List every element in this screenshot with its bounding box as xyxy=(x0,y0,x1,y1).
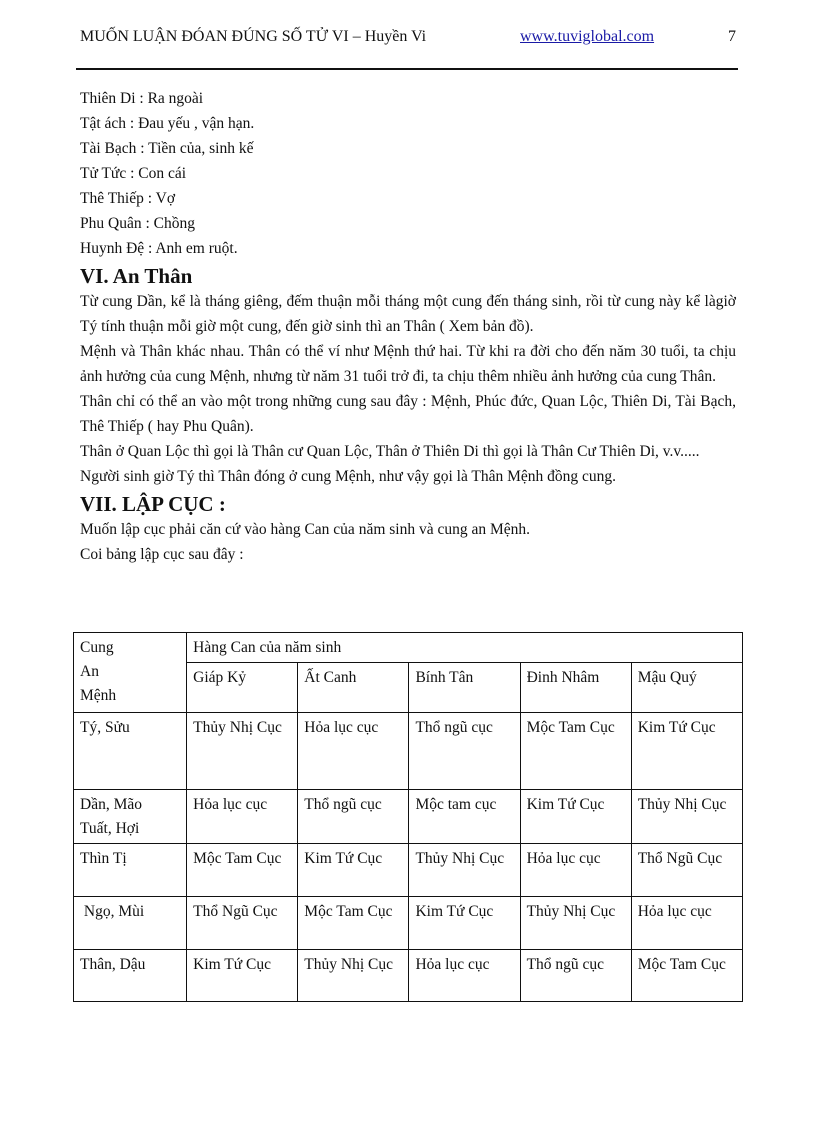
row-label-line: Thân, Dậu xyxy=(80,956,146,973)
intro-line: Huynh Đệ : Anh em ruột. xyxy=(80,240,238,257)
table-row xyxy=(74,844,743,897)
table-cell: Thủy Nhị Cục xyxy=(631,790,742,844)
column-header: Mậu Quý xyxy=(631,663,742,713)
table-cell: Thổ Ngũ Cục xyxy=(631,844,742,897)
table-cell: Hỏa lục cục xyxy=(298,713,409,790)
paragraph: Muốn lập cục phải căn cứ vào hàng Can của năm sinh và cung an Mệnh. xyxy=(80,521,531,538)
row-label xyxy=(74,790,187,844)
table-corner-header xyxy=(74,633,187,713)
table-cell: Hỏa lục cục xyxy=(631,897,742,950)
table-cell: Hỏa lục cục xyxy=(520,844,631,897)
lap-cuc-table xyxy=(73,632,743,1002)
table-cell: Thủy Nhị Cục xyxy=(520,897,631,950)
table-group-header: Hàng Can của năm sinh xyxy=(187,633,743,663)
table-cell: Kim Tứ Cục xyxy=(631,713,742,790)
table-cell: Mộc Tam Cục xyxy=(520,713,631,790)
table-cell: Thổ ngũ cục xyxy=(298,790,409,844)
row-label xyxy=(74,844,187,897)
intro-line: Tử Tức : Con cái xyxy=(80,165,187,182)
table-cell: Mộc Tam Cục xyxy=(631,950,742,1002)
document-body xyxy=(80,86,736,567)
column-header: Bính Tân xyxy=(409,663,520,713)
table-row xyxy=(74,790,743,844)
row-label-line: Tuất, Hợi xyxy=(80,820,140,837)
intro-line: Thê Thiếp : Vợ xyxy=(80,190,176,207)
row-label xyxy=(74,897,187,950)
column-header: Giáp Kỷ xyxy=(187,663,298,713)
paragraph: Thân ở Quan Lộc thì gọi là Thân cư Quan Lộc, Thân ở Thiên Di thì gọi là Thân Cư Thiên Di, v.v..... xyxy=(80,443,700,460)
table-cell: Hỏa lục cục xyxy=(187,790,298,844)
table-cell: Mộc Tam Cục xyxy=(298,897,409,950)
table-cell: Thủy Nhị Cục xyxy=(409,844,520,897)
table-row xyxy=(74,950,743,1002)
corner-line: Mệnh xyxy=(80,687,117,704)
paragraph: Thân chỉ có thể an vào một trong những cung sau đây : Mệnh, Phúc đức, Quan Lộc, Thiên Di, Tài Bạch, Thê Thiếp ( hay Phu Quân). xyxy=(80,393,736,435)
section-heading-an-than: VI. An Thân xyxy=(80,264,193,288)
paragraph: Người sinh giờ Tý thì Thân đóng ở cung Mệnh, như vậy gọi là Thân Mệnh đồng cung. xyxy=(80,468,617,485)
column-header: Đinh Nhâm xyxy=(520,663,631,713)
table-cell: Thổ ngũ cục xyxy=(409,713,520,790)
column-header: Ất Canh xyxy=(298,663,409,713)
row-label xyxy=(74,713,187,790)
header-website-link[interactable]: www.tuviglobal.com xyxy=(520,28,655,45)
table-cell: Thủy Nhị Cục xyxy=(298,950,409,1002)
table-cell: Thủy Nhị Cục xyxy=(187,713,298,790)
paragraph: Từ cung Dần, kể là tháng giêng, đếm thuận mỗi tháng một cung đến tháng sinh, rồi từ cung này kể làgiờ Tý tính thuận mỗi giờ một cung, đến giờ sinh thì an Thân ( Xem bản đồ). xyxy=(80,293,736,335)
row-label-line: Dần, Mão xyxy=(80,796,142,813)
section-heading-lap-cuc: VII. LẬP CỤC : xyxy=(80,492,226,516)
header-divider xyxy=(76,68,738,70)
row-label-line: Ngọ, Mùi xyxy=(80,903,145,920)
corner-line: Cung xyxy=(80,639,114,656)
table-cell: Kim Tứ Cục xyxy=(298,844,409,897)
header-title: MUỐN LUẬN ĐÓAN ĐÚNG SỐ TỬ VI – Huyền Vi xyxy=(80,28,427,45)
table-row xyxy=(74,713,743,790)
table-cell: Thổ Ngũ Cục xyxy=(187,897,298,950)
page-header xyxy=(80,28,736,52)
paragraph: Mệnh và Thân khác nhau. Thân có thể ví như Mệnh thứ hai. Từ khi ra đời cho đến năm 30 tuổi, ta chịu ảnh hưởng của cung Mệnh, nhưng từ năm 31 tuổi trở đi, ta chịu thêm nhiều ảnh hưởng của cung Thân. xyxy=(80,343,736,385)
row-label xyxy=(74,950,187,1002)
intro-line: Phu Quân : Chồng xyxy=(80,215,195,232)
table-row xyxy=(74,897,743,950)
intro-line: Tật ách : Đau yếu , vận hạn. xyxy=(80,115,255,132)
table-cell: Hỏa lục cục xyxy=(409,950,520,1002)
table-cell: Thổ ngũ cục xyxy=(520,950,631,1002)
row-label-line: Tý, Sửu xyxy=(80,719,130,736)
intro-line: Tài Bạch : Tiền của, sinh kế xyxy=(80,140,254,157)
paragraph: Coi bảng lập cục sau đây : xyxy=(80,546,244,563)
table-cell: Mộc Tam Cục xyxy=(187,844,298,897)
table-cell: Kim Tứ Cục xyxy=(187,950,298,1002)
table-cell: Mộc tam cục xyxy=(409,790,520,844)
corner-line: An xyxy=(80,663,99,680)
intro-line: Thiên Di : Ra ngoài xyxy=(80,90,204,107)
table-cell: Kim Tứ Cục xyxy=(409,897,520,950)
page-number: 7 xyxy=(728,28,736,45)
table-cell: Kim Tứ Cục xyxy=(520,790,631,844)
row-label-line: Thìn Tị xyxy=(80,850,127,867)
